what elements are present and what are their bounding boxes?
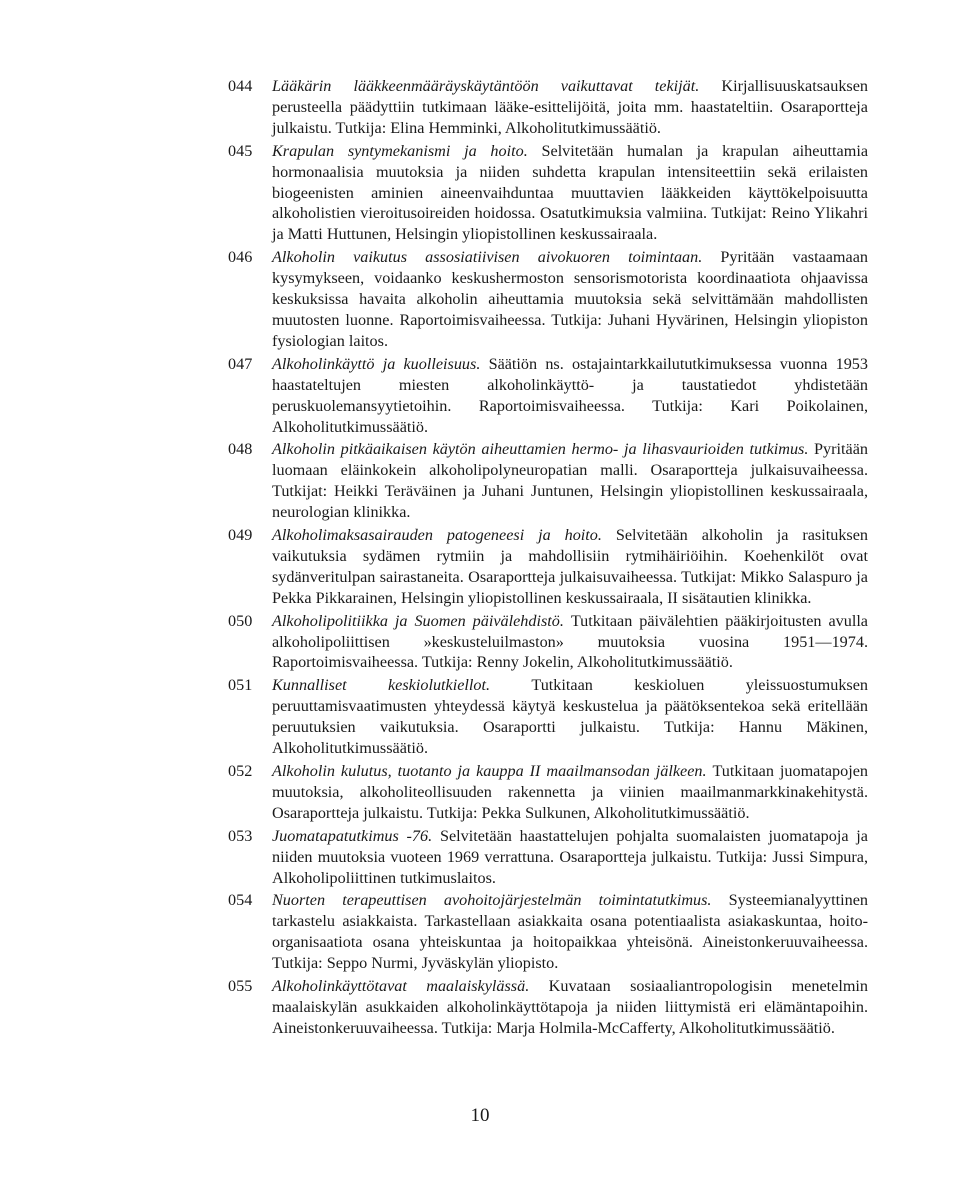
entry-text: Selvitetään alkoholin ja rasituksen vaikutuksia sydämen rytmiin ja mahdollisiin rytmihäiriöihin. Koehenkilöt ovat sydänveritulpan sairastaneita. Osaraportteja julkaisuvaiheessa. Tutkijat: Mikko Salaspuro ja Pekka Pikkarainen, Helsingin yliopistollinen keskussairaala, II sisätautien klinikka. <box>272 526 868 607</box>
entry-title: Lääkärin lääkkeenmääräyskäytäntöön vaikuttavat tekijät. <box>272 77 722 95</box>
project-entry-049 <box>228 525 868 609</box>
project-entry-048 <box>228 439 868 523</box>
project-entry-055 <box>228 976 868 1039</box>
entry-text: Kirjallisuuskatsauksen perusteella päädyttiin tutkimaan lääke-esittelijöitä, joita mm. haastateltiin. Osaraportteja julkaistu. Tutkija: Elina Hemminki, Alkoholitutkimussäätiö. <box>272 77 868 137</box>
entry-text: Selvitetään humalan ja krapulan aiheuttamia hormonaalisia muutoksia ja niiden suhdetta krapulan intensiteettiin sekä erilaisten biogeenisten aminien aineenvaihduntaa muuttavien lääkkeiden käyttökelpoisuutta alkoholistien vieroitusoireiden hoidossa. Osatutkimuksia valmiina. Tutkijat: Reino Ylikahri ja Matti Huttunen, Helsingin yliopistollinen keskussairaala. <box>272 141 869 244</box>
entry-text: Selvitetään haastattelujen pohjalta suomalaisten juomatapoja ja niiden muutoksia vuoteen 1969 verrattuna. Osaraportteja julkaistu. Tutkija: Jussi Simpura, Alkoholipoliittinen tutkimuslaitos. <box>272 826 868 887</box>
entry-text: Kuvataan sosiaaliantropologisin menetelmin maalaiskylän asukkaiden alkoholinkäyttötapoja ja niiden liittymistä eri elämäntapoihin. Aineistonkeruuvaiheessa. Tutkija: Marja Holmila-McCafferty, Alkoholitutkimussäätiö. <box>272 977 868 1037</box>
project-entry-045 <box>228 141 868 246</box>
entry-number: 048 <box>228 440 253 459</box>
entry-number: 054 <box>228 891 253 910</box>
entry-title: Kunnalliset keskiolutkiellot. <box>272 676 532 695</box>
entry-text: Pyritään luomaan eläinkokein alkoholipolyneuropatian malli. Osaraportteja julkaisuvaiheessa. Tutkijat: Heikki Teräväinen ja Juhani Juntunen, Helsingin yliopistollinen keskussairaala, neurologian klinikka. <box>272 440 868 522</box>
entry-text: Tutkitaan keskioluen yleissuostumuksen peruuttamisvaatimusten yhteydessä käytyä keskustelua ja päätöksentekoa sekä eritellään peruutuksien vaikutuksia. Osaraportti julkaistu. Tutkija: Hannu Mäkinen, Alkoholitutkimussäätiö. <box>272 676 868 758</box>
page-number: 10 <box>470 1105 490 1126</box>
entry-text: Systeemianalyyttinen tarkastelu asiakkaista. Tarkastellaan asiakkaita osana potentiaalista asiakaskuntaa, hoito-organisaatiota osana yhteiskuntaa ja hoitopaikkaa yhteisönä. Aineistonkeruuvaiheessa. Tutkija: Seppo Nurmi, Jyväskylän yliopisto. <box>272 891 868 973</box>
entry-title: Alkoholinkäyttötavat maalaiskylässä. <box>272 977 549 996</box>
entry-title: Alkoholipolitiikka ja Suomen päivälehdistö. <box>272 611 571 630</box>
entry-number: 052 <box>228 762 253 780</box>
entry-number: 050 <box>228 611 253 630</box>
entry-number: 051 <box>228 676 253 695</box>
project-entry-044 <box>228 76 868 139</box>
entry-title: Alkoholin kulutus, tuotanto ja kauppa II maailmansodan jälkeen. <box>272 762 713 780</box>
project-entry-050 <box>228 611 868 674</box>
project-entry-052 <box>228 761 868 824</box>
project-entry-054 <box>228 890 868 974</box>
entry-title: Alkoholinkäyttö ja kuolleisuus. <box>272 354 489 373</box>
entry-text: Pyritään vastaamaan kysymykseen, voidaanko keskushermoston sensorismotorista koordinaatiota ohjaavissa keskuksissa havaita alkoholin aiheuttamia muutoksia sekä selvittämään mahdollisten muutosten luonne. Raportoimisvaiheessa. Tutkija: Juhani Hyvärinen, Helsingin yliopiston fysiologian laitos. <box>272 248 868 350</box>
entry-text: Säätiön ns. ostajaintarkkailututkimuksessa vuonna 1953 haastateltujen miesten alkoholinkäyttö- ja taustatiedot yhdistetään peruskuolemansyytietoihin. Raportoimisvaiheessa. Tutkija: Kari Poikolainen, Alkoholitutkimussäätiö. <box>272 354 868 436</box>
entry-title: Alkoholin pitkäaikaisen käytön aiheuttamien hermo- ja lihasvaurioiden tutkimus. <box>272 440 815 459</box>
project-entry-051 <box>228 675 868 759</box>
project-entry-047 <box>228 354 868 438</box>
entry-title: Alkoholin vaikutus assosiatiivisen aivokuoren toimintaan. <box>272 248 721 267</box>
project-entry-053 <box>228 826 868 889</box>
entry-number: 046 <box>228 248 253 267</box>
entry-title: Alkoholimaksasairauden patogeneesi ja hoito. <box>272 526 616 545</box>
project-entry-046 <box>228 247 868 352</box>
entry-title: Krapulan syntymekanismi ja hoito. <box>272 141 542 160</box>
project-list <box>228 76 868 1041</box>
entry-title: Juomatapatutkimus -76. <box>272 826 440 845</box>
entry-number: 045 <box>228 141 253 160</box>
entry-text: Tutkitaan päivälehtien pääkirjoitusten avulla alkoholipoliittisen »keskusteluilmaston» muutoksia vuosina 1951—1974. Raportoimisvaiheessa. Tutkija: Renny Jokelin, Alkoholitutkimussäätiö. <box>272 611 868 672</box>
entry-number: 044 <box>228 77 253 95</box>
entry-text: Tutkitaan juomatapojen muutoksia, alkoholiteollisuuden rakennetta ja viinien maailmanmarkkinakehitystä. Osaraportteja julkaistu. Tutkija: Pekka Sulkunen, Alkoholitutkimussäätiö. <box>272 762 868 822</box>
entry-title: Nuorten terapeuttisen avohoitojärjestelmän toimintatutkimus. <box>272 891 729 910</box>
entry-number: 053 <box>228 826 253 845</box>
entry-number: 047 <box>228 354 253 373</box>
entry-number: 049 <box>228 526 253 545</box>
entry-number: 055 <box>228 977 253 996</box>
